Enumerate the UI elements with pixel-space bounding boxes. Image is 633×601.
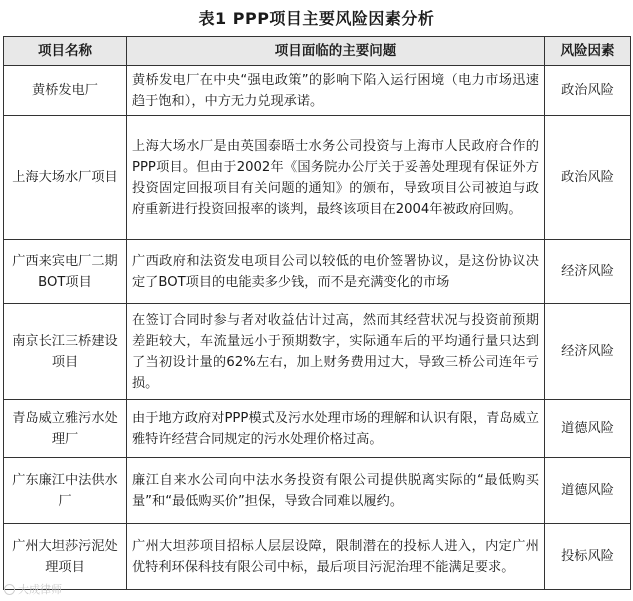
risk-cell: 政治风险 (545, 116, 631, 240)
table-row (4, 400, 631, 458)
problem-cell: 廉江自来水公司向中法水务投资有限公司提供脱离实际的“最低购买量”和“最低购买价”担保，导致合同难以履约。 (127, 458, 545, 524)
table-row (4, 240, 631, 304)
watermark-logo-icon (4, 584, 15, 595)
risk-cell: 道德风险 (545, 400, 631, 458)
risk-cell: 政治风险 (545, 66, 631, 116)
problem-cell: 由于地方政府对PPP模式及污水处理市场的理解和认识有限，青岛威立雅特许经营合同规定的污水处理价格过高。 (127, 400, 545, 458)
risk-cell: 经济风险 (545, 240, 631, 304)
project-name-cell: 青岛威立雅污水处理厂 (4, 400, 127, 458)
risk-cell: 道德风险 (545, 458, 631, 524)
project-name-cell: 南京长江三桥建设项目 (4, 304, 127, 400)
watermark-text: 大成律师 (18, 583, 62, 596)
table-header-row (4, 37, 631, 66)
problem-cell: 在签订合同时参与者对收益估计过高，然而其经营状况与投资前预期差距较大，车流量远小于预期数字，实际通车后的平均通行量只达到了当初设计量的62%左右，加上财务费用过大，导致三桥公司连年亏损。 (127, 304, 545, 400)
risk-table (3, 36, 631, 590)
header-risk-factor: 风险因素 (545, 37, 631, 66)
project-name-cell: 广东廉江中法供水厂 (4, 458, 127, 524)
watermark (4, 581, 62, 597)
problem-cell: 广州大坦莎项目招标人层层设障，限制潜在的投标人进入，内定广州优特利环保科技有限公司中标，最后项目污泥治理不能满足要求。 (127, 524, 545, 590)
table-row (4, 524, 631, 590)
table-row (4, 116, 631, 240)
project-name-cell: 上海大场水厂项目 (4, 116, 127, 240)
table-row (4, 66, 631, 116)
problem-cell: 上海大场水厂是由英国泰晤士水务公司投资与上海市人民政府合作的PPP项目。但由于2002年《国务院办公厅关于妥善处理现有保证外方投资固定回报项目有关问题的通知》的颁布，导致项目公司被迫与政府重新进行投资回报率的谈判，最终该项目在2004年被政府回购。 (127, 116, 545, 240)
project-name-cell: 广西来宾电厂二期BOT项目 (4, 240, 127, 304)
project-name-cell: 广州大坦莎污泥处理项目 (4, 524, 127, 590)
table-row (4, 458, 631, 524)
table-title: 表1 PPP项目主要风险因素分析 (198, 9, 435, 28)
risk-cell: 投标风险 (545, 524, 631, 590)
problem-cell: 黄桥发电厂在中央“强电政策”的影响下陷入运行困境（电力市场迅速趋于饱和），中方无力兑现承诺。 (127, 66, 545, 116)
project-name-cell: 黄桥发电厂 (4, 66, 127, 116)
header-project-name: 项目名称 (4, 37, 127, 66)
header-main-problem: 项目面临的主要问题 (127, 37, 545, 66)
risk-cell: 经济风险 (545, 304, 631, 400)
table-row (4, 304, 631, 400)
problem-cell: 广西政府和法资发电项目公司以较低的电价签署协议，是这份协议决定了BOT项目的电能卖多少钱，而不是充满变化的市场 (127, 240, 545, 304)
